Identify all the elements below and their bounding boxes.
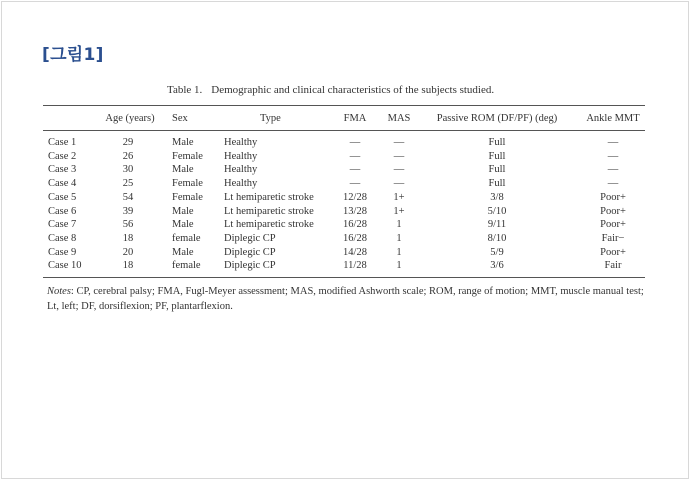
table-cell-case: Case 9	[48, 246, 77, 258]
table-cell-sex: female	[172, 232, 201, 244]
table-cell-type: Healthy	[224, 150, 258, 162]
table-cell-type: Diplegic CP	[224, 232, 276, 244]
table-cell-age: 18	[122, 260, 134, 272]
table-cell-age: 29	[122, 137, 134, 148]
table-cell-rom: Full	[488, 178, 506, 190]
notes-text: : CP, cerebral palsy; FMA, Fugl-Meyer assessment; MAS, modified Ashworth scale; ROM, range of motion; MMT, muscle manual test; Lt, left; DF, dorsiflexion; PF, plantarflexion.	[47, 286, 644, 312]
table-cell-fma: 11/28	[343, 260, 367, 272]
table-cell-sex: Female	[172, 191, 203, 203]
table-cell-fma: 13/28	[343, 205, 367, 217]
table-caption-text: Demographic and clinical characteristics of the subjects studied.	[211, 84, 495, 96]
table-cell-sex: Female	[172, 150, 203, 162]
table-cell-mas: —	[393, 178, 405, 190]
table-cell-case: Case 3	[48, 164, 77, 176]
table-cell-age: 56	[122, 219, 134, 231]
table-cell-type: Diplegic CP	[224, 246, 276, 258]
table-caption	[167, 84, 494, 96]
table-cell-mas: —	[393, 137, 405, 148]
header-type: Type	[260, 113, 281, 124]
table-cell-type: Lt hemiparetic stroke	[224, 191, 314, 203]
table-cell-rom: Full	[488, 150, 506, 162]
table-cell-sex: Female	[172, 178, 203, 190]
table-cell-mmt: Fair	[604, 260, 622, 272]
table-cell-age: 54	[122, 191, 134, 203]
header-age: Age (years)	[105, 113, 155, 124]
table-cell-case: Case 6	[48, 205, 77, 217]
table-cell-mmt: Poor+	[600, 205, 626, 217]
table-cell-fma: —	[349, 164, 361, 176]
table-cell-age: 25	[122, 178, 134, 190]
table-cell-case: Case 10	[48, 260, 82, 272]
table-cell-age: 26	[122, 150, 134, 162]
table-cell-type: Healthy	[224, 178, 258, 190]
table-cell-mas: —	[393, 150, 405, 162]
table-cell-fma: 16/28	[343, 232, 367, 244]
table-cell-mmt: Poor+	[600, 219, 626, 231]
table-cell-mmt: —	[607, 178, 619, 190]
header-sex: Sex	[172, 113, 188, 124]
table-cell-rom: 3/6	[490, 260, 504, 272]
table-bottom-rule	[43, 277, 645, 278]
table-cell-fma: —	[349, 178, 361, 190]
table-cell-fma: —	[349, 137, 361, 148]
table-cell-type: Lt hemiparetic stroke	[224, 205, 314, 217]
table-cell-age: 20	[122, 246, 134, 258]
header-mmt: Ankle MMT	[586, 113, 640, 124]
table-cell-rom: 8/10	[487, 232, 507, 244]
table-cell-mas: 1	[396, 260, 402, 272]
table-cell-rom: 3/8	[490, 191, 504, 203]
figure-label: [그림1]	[42, 45, 104, 65]
table-cell-sex: Male	[172, 137, 194, 148]
table-cell-mmt: —	[607, 164, 619, 176]
table-cell-sex: Male	[172, 205, 194, 217]
table-cell-type: Healthy	[224, 137, 258, 148]
table-cell-mas: 1	[396, 219, 402, 231]
table-top-rule	[43, 105, 645, 106]
table-cell-sex: Male	[172, 219, 194, 231]
table-cell-age: 18	[122, 232, 134, 244]
figure-frame	[1, 1, 689, 479]
table-cell-mmt: —	[607, 137, 619, 148]
table-cell-case: Case 7	[48, 219, 77, 231]
table-cell-sex: female	[172, 260, 201, 272]
table-cell-age: 30	[122, 164, 134, 176]
table-cell-case: Case 5	[48, 191, 77, 203]
table-cell-mas: 1	[396, 232, 402, 244]
table-cell-case: Case 8	[48, 232, 77, 244]
table-cell-type: Lt hemiparetic stroke	[224, 219, 314, 231]
table-cell-fma: 16/28	[343, 219, 367, 231]
table-cell-type: Diplegic CP	[224, 260, 276, 272]
header-fma: FMA	[343, 113, 367, 124]
table-notes	[47, 284, 647, 314]
table-cell-mas: 1+	[393, 205, 405, 217]
table-cell-type: Healthy	[224, 164, 258, 176]
table-cell-mas: 1	[396, 246, 402, 258]
table-cell-rom: 9/11	[487, 219, 507, 231]
table-cell-mmt: Poor+	[600, 246, 626, 258]
header-mas: MAS	[387, 113, 411, 124]
table-cell-sex: Male	[172, 164, 194, 176]
table-cell-rom: Full	[488, 137, 506, 148]
table-cell-mmt: Fair−	[601, 232, 625, 244]
header-rom: Passive ROM (DF/PF) (deg)	[436, 113, 558, 124]
table-cell-mas: —	[393, 164, 405, 176]
table-cell-sex: Male	[172, 246, 194, 258]
notes-label: Notes	[47, 286, 71, 297]
table-caption-number: Table 1.	[167, 84, 203, 96]
table-cell-rom: 5/10	[487, 205, 507, 217]
table-cell-case: Case 4	[48, 178, 77, 190]
table-cell-mmt: Poor+	[600, 191, 626, 203]
table-cell-case: Case 2	[48, 150, 77, 162]
table-cell-age: 39	[122, 205, 134, 217]
table-cell-fma: 12/28	[343, 191, 367, 203]
table-cell-case: Case 1	[48, 137, 77, 148]
table-cell-fma: —	[349, 150, 361, 162]
table-cell-fma: 14/28	[343, 246, 367, 258]
table-cell-rom: Full	[488, 164, 506, 176]
table-cell-rom: 5/9	[490, 246, 504, 258]
table-cell-mmt: —	[607, 150, 619, 162]
table-header-rule	[43, 130, 645, 131]
table-cell-mas: 1+	[393, 191, 405, 203]
